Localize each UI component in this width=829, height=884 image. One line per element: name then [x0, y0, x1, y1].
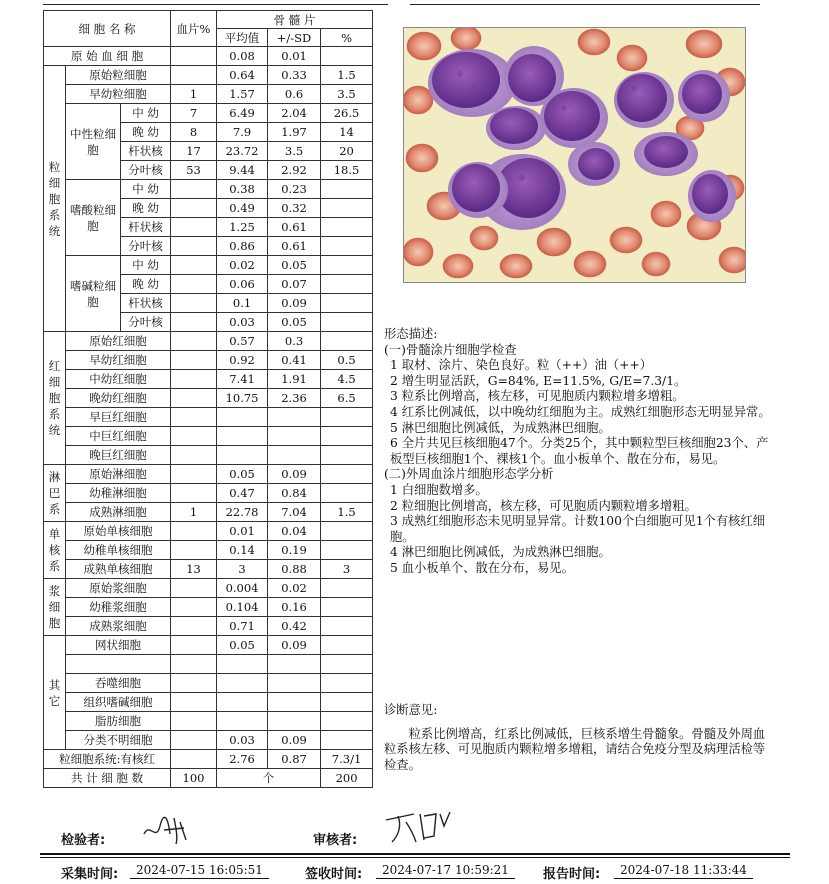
cell-pct: [321, 655, 373, 674]
cell-sd: 0.61: [268, 218, 321, 237]
cell-name: 早巨红细胞: [66, 408, 171, 427]
cell-sd: 0.16: [268, 598, 321, 617]
cell-name: 晚 幼: [121, 123, 171, 142]
morphology-line: 6 全片共见巨核细胞47个。分类25个，其中颗粒型巨核细胞23个、产板型巨核细胞1个、裸核1个。血小板单个、散在分布，易见。: [390, 436, 769, 466]
cell-sd: 0.3: [268, 332, 321, 351]
cell-sd: 0.19: [268, 541, 321, 560]
bone-marrow-smear-image: [403, 27, 746, 283]
cell-name: 晚 幼: [121, 275, 171, 294]
cell-mean: [217, 655, 268, 674]
cell-name: 幼稚单核细胞: [66, 541, 171, 560]
cell-blood: [171, 750, 217, 769]
cell-sd: 0.23: [268, 180, 321, 199]
cell-sd: 1.91: [268, 370, 321, 389]
cell-mean: 0.14: [217, 541, 268, 560]
cell-name: 成熟淋细胞: [66, 503, 171, 522]
cell-sd: 0.01: [268, 47, 321, 66]
cell-blood: [171, 674, 217, 693]
cell-sd: [268, 446, 321, 465]
cell-blood: [171, 465, 217, 484]
receive-time-label: 签收时间:: [305, 867, 363, 882]
cell-name: 晚巨红细胞: [66, 446, 171, 465]
cell-pct: [321, 180, 373, 199]
cell-pct: 1.5: [321, 66, 373, 85]
table-row: [44, 503, 373, 522]
cell-sd: 0.61: [268, 237, 321, 256]
table-row: [44, 598, 373, 617]
cell-mean: 7.9: [217, 123, 268, 142]
cell-mean: 2.76: [217, 750, 268, 769]
table-row: [44, 655, 373, 674]
cell-blood: [171, 617, 217, 636]
morphology-line: 5 血小板单个、散在分布，易见。: [390, 560, 574, 575]
cell-blood: [171, 199, 217, 218]
cell-name: 中 幼: [121, 256, 171, 275]
cell-name: 粒细胞系统:有核红: [44, 750, 171, 769]
cell-name: 原始红细胞: [66, 332, 171, 351]
morphology-description: [384, 327, 772, 577]
reviewer-label: 审核者:: [313, 833, 358, 848]
cell-blood: [171, 256, 217, 275]
cell-blood: [171, 522, 217, 541]
morphology-line: 4 红系比例减低，以中晚幼红细胞为主。成熟红细胞形态无明显异常。: [390, 404, 771, 419]
cell-blood: [171, 218, 217, 237]
table-row: [44, 446, 373, 465]
cell-mean: 1.25: [217, 218, 268, 237]
cell-blood: [171, 351, 217, 370]
header-mean: 平均值: [217, 29, 268, 47]
cell-pct: 3: [321, 560, 373, 579]
collect-time-value: 2024-07-15 16:05:51: [130, 863, 269, 879]
inspector-signature: [140, 812, 190, 849]
cell-name: 杆状核: [121, 218, 171, 237]
cell-name: 晚 幼: [121, 199, 171, 218]
cell-name: 网状细胞: [66, 636, 171, 655]
cell-sd: 2.04: [268, 104, 321, 123]
cell-name: 分叶核: [121, 237, 171, 256]
section-peripheral-blood-title: (二)外周血涂片细胞形态学分析: [384, 467, 554, 482]
cell-sd: 0.09: [268, 465, 321, 484]
cell-sd: 0.02: [268, 579, 321, 598]
cell-mean: [217, 427, 268, 446]
cell-pct: 200: [321, 769, 373, 788]
cell-mean: 0.05: [217, 636, 268, 655]
cell-mean: [217, 693, 268, 712]
header-sd: +/-SD: [268, 29, 321, 47]
cell-mean: 3: [217, 560, 268, 579]
table-row: [44, 617, 373, 636]
morphology-line: 1 白细胞数增多。: [390, 482, 488, 497]
cell-pct: [321, 636, 373, 655]
top-rule-right: [410, 4, 760, 5]
cell-pct: [321, 579, 373, 598]
table-row: [44, 674, 373, 693]
cell-pct: 18.5: [321, 161, 373, 180]
cell-name: 分叶核: [121, 161, 171, 180]
cell-sd: [268, 693, 321, 712]
table-row: [44, 579, 373, 598]
cell-blood: [171, 389, 217, 408]
cell-pct: [321, 712, 373, 731]
cell-blood: [171, 332, 217, 351]
reviewer-signature: [384, 806, 454, 849]
group-erythroid: 红细胞系统: [44, 332, 66, 465]
header-cell-name: 细 胞 名 称: [44, 11, 171, 47]
cell-sd: [268, 674, 321, 693]
cell-mean: 0.004: [217, 579, 268, 598]
cell-blood: [171, 636, 217, 655]
cell-blood: [171, 598, 217, 617]
cell-sd: 2.92: [268, 161, 321, 180]
cell-sd: 0.6: [268, 85, 321, 104]
cell-pct: 4.5: [321, 370, 373, 389]
table-row: [44, 47, 373, 66]
cell-sd: 0.05: [268, 313, 321, 332]
cell-pct: [321, 465, 373, 484]
cell-name: 中幼红细胞: [66, 370, 171, 389]
cell-pct: [321, 484, 373, 503]
table-row: [44, 427, 373, 446]
cell-pct: 26.5: [321, 104, 373, 123]
cell-blood: [171, 66, 217, 85]
cell-sd: 7.04: [268, 503, 321, 522]
table-row: [44, 693, 373, 712]
cell-sd: 0.84: [268, 484, 321, 503]
cell-sd: 0.88: [268, 560, 321, 579]
group-plasma: 浆细胞: [44, 579, 66, 636]
cell-mean: 0.71: [217, 617, 268, 636]
cell-mean: 0.06: [217, 275, 268, 294]
cell-blood: [171, 427, 217, 446]
cell-pct: [321, 275, 373, 294]
table-row: [44, 636, 373, 655]
cell-mean: 7.41: [217, 370, 268, 389]
cell-pct: 1.5: [321, 503, 373, 522]
morphology-line: 3 成熟红细胞形态未见明显异常。计数100个白细胞可见1个有核红细胞。: [390, 514, 766, 544]
cell-sd: 0.09: [268, 731, 321, 750]
cell-name: 脂肪细胞: [66, 712, 171, 731]
cell-blood: [171, 731, 217, 750]
report-time-value: 2024-07-18 11:33:44: [614, 863, 753, 879]
cell-name: 原始淋细胞: [66, 465, 171, 484]
cell-blood: [171, 237, 217, 256]
cell-pct: [321, 256, 373, 275]
inspector-label: 检验者:: [61, 833, 106, 848]
cell-blood: 17: [171, 142, 217, 161]
cell-name: 成熟浆细胞: [66, 617, 171, 636]
header-blood-pct: 血片%: [171, 11, 217, 47]
group-neutrophil: 中性粒细胞: [66, 104, 121, 180]
cell-name: 组织嗜碱细胞: [66, 693, 171, 712]
cell-sd: 0.87: [268, 750, 321, 769]
cell-blood: [171, 484, 217, 503]
cell-pct: 0.5: [321, 351, 373, 370]
table-row: [44, 560, 373, 579]
cell-blood: [171, 294, 217, 313]
morphology-line: 4 淋巴细胞比例减低，为成熟淋巴细胞。: [390, 545, 611, 560]
cell-mean: 0.03: [217, 313, 268, 332]
cell-mean: 22.78: [217, 503, 268, 522]
table-row: [44, 522, 373, 541]
cell-blood: 13: [171, 560, 217, 579]
morphology-line: 2 粒细胞比例增高，核左移，可见胞质内颗粒增多增粗。: [390, 498, 697, 513]
cell-blood: [171, 541, 217, 560]
cell-pct: [321, 541, 373, 560]
table-row: [44, 351, 373, 370]
cell-pct: [321, 313, 373, 332]
cell-mean: 0.57: [217, 332, 268, 351]
cell-name: [66, 655, 171, 674]
table-row: [44, 750, 373, 769]
cell-pct: [321, 332, 373, 351]
cell-mean: 0.08: [217, 47, 268, 66]
cell-pct: 7.3/1: [321, 750, 373, 769]
cell-mean: 0.38: [217, 180, 268, 199]
cell-blood: [171, 275, 217, 294]
cell-sd: 0.09: [268, 294, 321, 313]
cell-name: 原始浆细胞: [66, 579, 171, 598]
table-row: [44, 484, 373, 503]
table-row: [44, 731, 373, 750]
cell-name: 中 幼: [121, 180, 171, 199]
cell-mean: [217, 408, 268, 427]
cell-mean: 6.49: [217, 104, 268, 123]
table-row: [44, 769, 373, 788]
cell-blood: 53: [171, 161, 217, 180]
cell-pct: [321, 218, 373, 237]
cell-pct: [321, 237, 373, 256]
table-row: [44, 85, 373, 104]
cell-mean: 0.86: [217, 237, 268, 256]
group-lymph: 淋巴系: [44, 465, 66, 522]
cell-name: 杆状核: [121, 142, 171, 161]
diagnosis-text: 粒系比例增高，红系比例减低，巨核系增生骨髓象。骨髓及外周血粒系核左移、可见胞质内颗粒增多增粗，请结合免疫分型及病理活检等检查。: [384, 726, 766, 772]
cell-sd: 3.5: [268, 142, 321, 161]
cell-blood: [171, 180, 217, 199]
cell-pct: 20: [321, 142, 373, 161]
cell-mean: 23.72: [217, 142, 268, 161]
cell-pct: 6.5: [321, 389, 373, 408]
cell-pct: [321, 294, 373, 313]
group-other: 其它: [44, 636, 66, 750]
cell-name: 晚幼红细胞: [66, 389, 171, 408]
cell-name: 原 始 血 细 胞: [44, 47, 171, 66]
cell-name: 杆状核: [121, 294, 171, 313]
cell-sd: 0.04: [268, 522, 321, 541]
receive-time-value: 2024-07-17 10:59:21: [376, 863, 515, 879]
cell-sd: [268, 655, 321, 674]
cell-pct: [321, 693, 373, 712]
cell-sd: 0.33: [268, 66, 321, 85]
cell-name: 幼稚淋细胞: [66, 484, 171, 503]
cell-name: 早幼红细胞: [66, 351, 171, 370]
cell-sd: [268, 408, 321, 427]
table-row: [44, 66, 373, 85]
cell-count-table: [43, 10, 373, 788]
group-basophil: 嗜碱粒细胞: [66, 256, 121, 332]
cell-mean: 10.75: [217, 389, 268, 408]
table-row: [44, 370, 373, 389]
cell-mean: [217, 674, 268, 693]
cell-name: 原始单核细胞: [66, 522, 171, 541]
diagnosis-title: 诊断意见:: [384, 703, 438, 717]
cell-pct: [321, 522, 373, 541]
cell-mean: [217, 712, 268, 731]
cell-blood: [171, 655, 217, 674]
morphology-line: 3 粒系比例增高，核左移，可见胞质内颗粒增多增粗。: [390, 389, 685, 404]
cell-name: 原始粒细胞: [66, 66, 171, 85]
group-eosinophil: 嗜酸粒细胞: [66, 180, 121, 256]
cell-blood: [171, 47, 217, 66]
cell-name: 成熟单核细胞: [66, 560, 171, 579]
table-row: [44, 541, 373, 560]
cell-mean: 0.01: [217, 522, 268, 541]
cell-name: 幼稚浆细胞: [66, 598, 171, 617]
table-row: [44, 408, 373, 427]
cell-blood: [171, 370, 217, 389]
cell-sd: [268, 712, 321, 731]
cell-mean: 0.64: [217, 66, 268, 85]
cell-blood: 100: [171, 769, 217, 788]
cell-pct: [321, 617, 373, 636]
cell-sd: 0.09: [268, 636, 321, 655]
morphology-title: 形态描述:: [384, 327, 438, 341]
cell-blood: [171, 313, 217, 332]
collect-time-label: 采集时间:: [61, 867, 119, 882]
cell-blood: 8: [171, 123, 217, 142]
footer-rule-thin: [40, 857, 790, 858]
cell-name: 中巨红细胞: [66, 427, 171, 446]
cell-blood: 1: [171, 503, 217, 522]
cell-blood: [171, 712, 217, 731]
cell-pct: [321, 731, 373, 750]
cell-blood: [171, 693, 217, 712]
cell-mean: 0.1: [217, 294, 268, 313]
cell-blood: [171, 579, 217, 598]
cell-mean: 0.49: [217, 199, 268, 218]
group-mono: 单核系: [44, 522, 66, 579]
cell-pct: [321, 598, 373, 617]
cell-blood: 7: [171, 104, 217, 123]
cell-pct: [321, 427, 373, 446]
table-row: [44, 256, 373, 275]
table-row: [44, 104, 373, 123]
table-row: [44, 180, 373, 199]
table-row: [44, 712, 373, 731]
cell-mean: 0.05: [217, 465, 268, 484]
cell-name: 中 幼: [121, 104, 171, 123]
morphology-line: 1 取材、涂片、染色良好。粒（++）油（++）: [390, 358, 652, 373]
cell-sd: 0.07: [268, 275, 321, 294]
cell-sd: 0.42: [268, 617, 321, 636]
cell-sd: 0.32: [268, 199, 321, 218]
table-row: [44, 332, 373, 351]
cell-blood: [171, 408, 217, 427]
cell-mean: 0.03: [217, 731, 268, 750]
header-pct: %: [321, 29, 373, 47]
report-time-label: 报告时间:: [543, 867, 601, 882]
cell-mean: 0.92: [217, 351, 268, 370]
footer-rule-top: [40, 853, 790, 855]
diagnosis-section: [384, 703, 772, 773]
cell-blood: 1: [171, 85, 217, 104]
cell-mean: 1.57: [217, 85, 268, 104]
cell-mean: 0.47: [217, 484, 268, 503]
top-rule-left: [43, 4, 388, 5]
cell-name: 分类不明细胞: [66, 731, 171, 750]
cell-sd: [268, 427, 321, 446]
cell-sd: 2.36: [268, 389, 321, 408]
morphology-line: 5 淋巴细胞比例减低，为成熟淋巴细胞。: [390, 420, 611, 435]
header-marrow: 骨 髓 片: [217, 11, 373, 29]
cell-mean: [217, 446, 268, 465]
cell-name: 吞噬细胞: [66, 674, 171, 693]
cell-pct: [321, 446, 373, 465]
cell-sd: 1.97: [268, 123, 321, 142]
cell-mean: 9.44: [217, 161, 268, 180]
cell-name: 早幼粒细胞: [66, 85, 171, 104]
table-row: [44, 389, 373, 408]
group-granulocyte: 粒细胞系统: [44, 66, 66, 332]
cell-pct: 14: [321, 123, 373, 142]
section-bone-marrow-title: (一)骨髓涂片细胞学检查: [384, 342, 517, 357]
table-row: [44, 465, 373, 484]
cell-name: 共 计 细 胞 数: [44, 769, 171, 788]
cell-pct: [321, 47, 373, 66]
cell-mean: 0.02: [217, 256, 268, 275]
cell-sd: 0.05: [268, 256, 321, 275]
cell-pct: 3.5: [321, 85, 373, 104]
cell-blood: [171, 446, 217, 465]
cell-pct: [321, 199, 373, 218]
cell-pct: [321, 674, 373, 693]
cell-mean: 0.104: [217, 598, 268, 617]
cell-name: 分叶核: [121, 313, 171, 332]
cell-mean: 个: [217, 769, 321, 788]
morphology-line: 2 增生明显活跃，G=84%, E=11.5%, G/E=7.3/1。: [390, 373, 687, 388]
cell-pct: [321, 408, 373, 427]
cell-sd: 0.41: [268, 351, 321, 370]
